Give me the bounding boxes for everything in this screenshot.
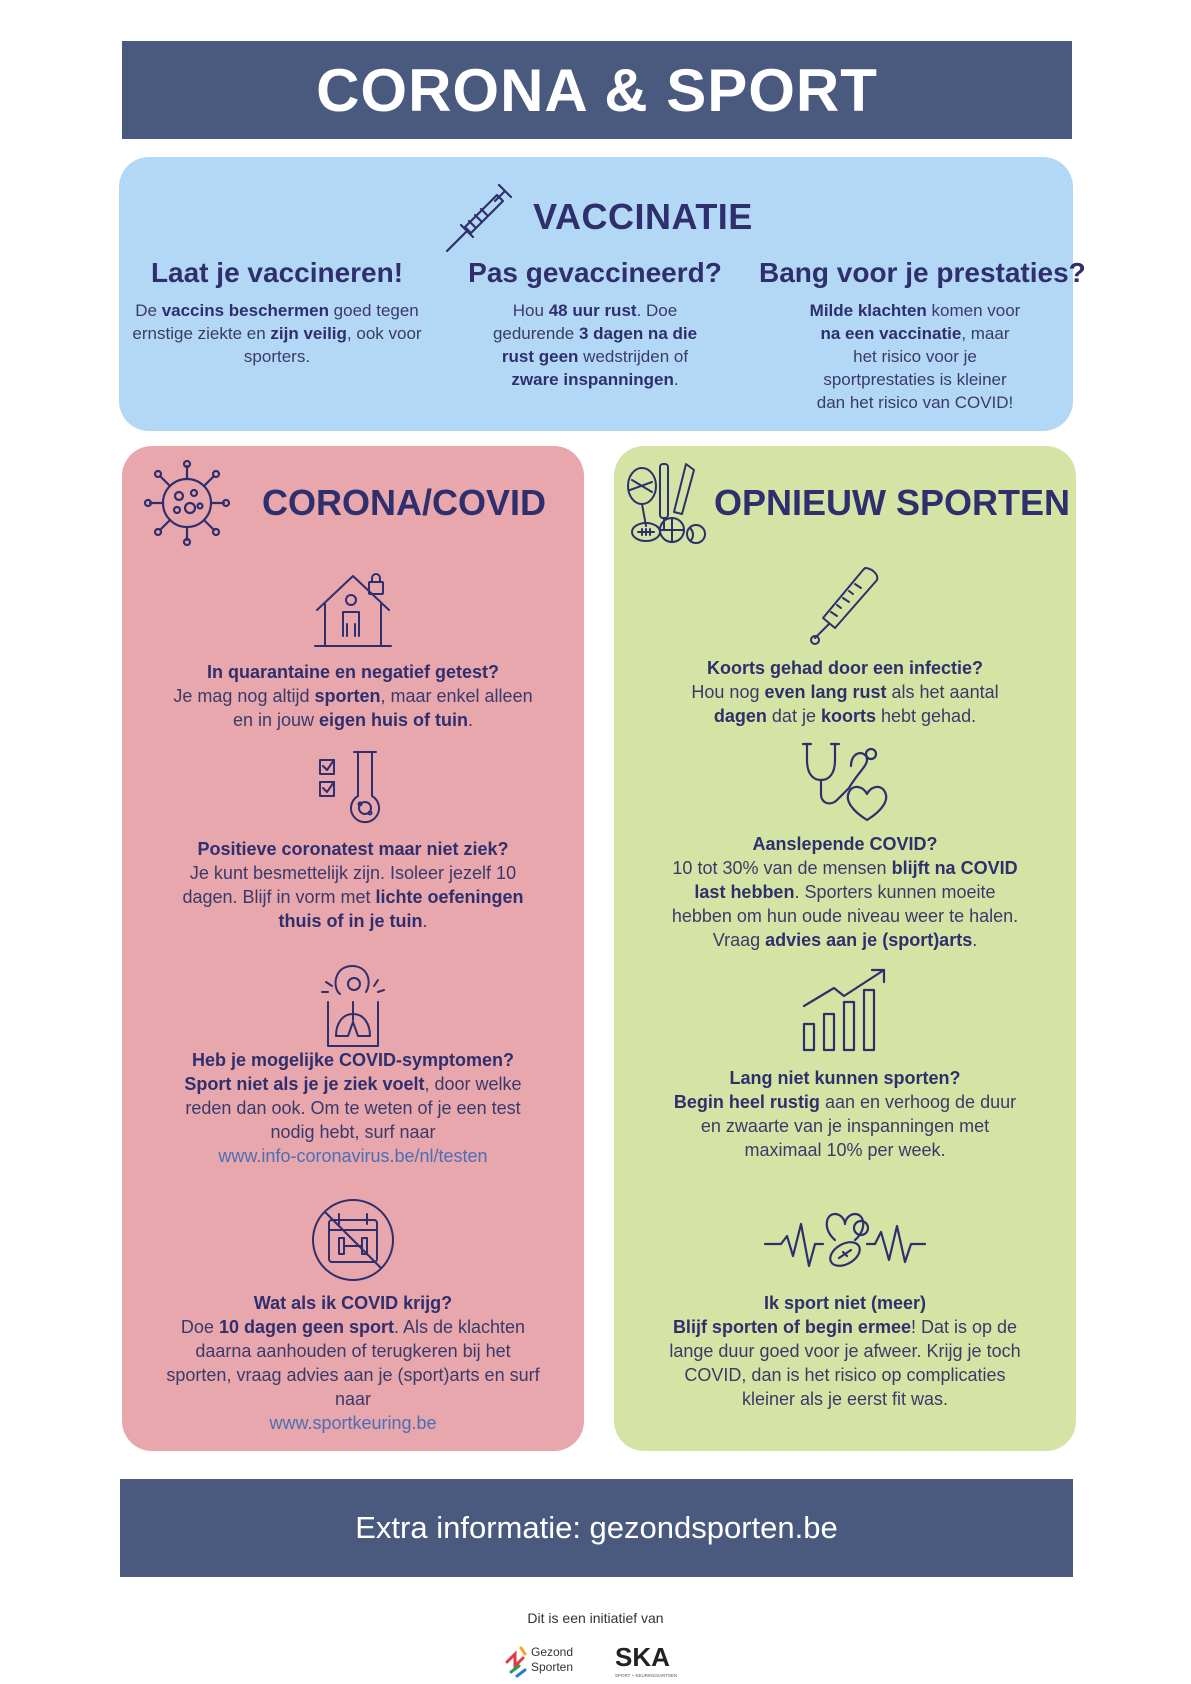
body-text: .	[422, 911, 428, 931]
vaccination-column-text	[445, 299, 745, 391]
thermometer-icon	[805, 564, 885, 648]
sport-item	[614, 1291, 1076, 1411]
body-text: Je kunt besmettelijk zijn. Isoleer jezelf 10 dagen. Blijf in vorm met	[182, 863, 517, 907]
covid-item-text	[122, 861, 584, 933]
body-text: .	[468, 710, 474, 730]
body-text: dat je	[766, 706, 821, 726]
body-text: .	[972, 930, 978, 950]
sport-panel	[614, 446, 1076, 1451]
body-text: Hou	[512, 301, 549, 320]
virus-icon	[144, 460, 230, 546]
vaccination-column-title: Bang voor je prestaties?	[759, 257, 1086, 288]
emphasis-text: 10 dagen geen sport	[218, 1317, 394, 1337]
page-title: CORONA & SPORT	[316, 56, 878, 124]
footer-banner	[120, 1479, 1073, 1577]
covid-item-text	[122, 1315, 584, 1411]
emphasis-text: eigen huis of tuin	[319, 710, 469, 730]
body-text: , door welke reden dan ook. Om te weten of je een test nodig hebt, surf naar	[185, 1074, 522, 1142]
body-text: De	[135, 301, 162, 320]
body-text: goed tegen ernstige ziekte en	[132, 301, 419, 343]
sport-header	[614, 460, 1076, 546]
vaccination-column-text	[127, 299, 427, 368]
covid-header	[122, 460, 584, 546]
emphasis-text: 3 dagen na die rust geen	[501, 324, 698, 366]
body-text: wedstrijden of	[578, 347, 689, 366]
heartbeat-ball-icon	[763, 1204, 927, 1278]
footer-text: Extra informatie: gezondsporten.be	[355, 1510, 838, 1545]
sport-item	[614, 832, 1076, 952]
emphasis-text: Begin heel rustig	[673, 1092, 820, 1112]
emphasis-text: advies aan je (sport)arts	[765, 930, 973, 950]
covid-item	[122, 837, 584, 933]
covid-item-question: Wat als ik COVID krijg?	[253, 1293, 453, 1313]
covid-item-link[interactable]: www.sportkeuring.be	[269, 1413, 437, 1433]
covid-item-link[interactable]: www.info-coronavirus.be/nl/testen	[218, 1146, 488, 1166]
body-text: , ook voor sporters.	[243, 324, 422, 366]
sport-item	[614, 1066, 1076, 1162]
gezond-sporten-logo-icon	[503, 1640, 599, 1680]
vaccination-section	[119, 157, 1086, 431]
covid-panel	[122, 446, 584, 1451]
body-text: Hou nog	[691, 682, 765, 702]
emphasis-text: 48 uur rust	[548, 301, 637, 320]
sport-item-text	[614, 856, 1076, 952]
vaccination-heading: VACCINATIE	[533, 196, 753, 237]
stethoscope-heart-icon	[797, 740, 893, 822]
emphasis-text: lichte oefeningen thuis of in je tuin	[278, 887, 524, 931]
sports-equipment-icon	[624, 460, 710, 546]
emphasis-text: even lang rust	[764, 682, 887, 702]
ska-logo-icon	[613, 1640, 683, 1680]
body-text: aan en verhoog de duur en zwaarte van je inspanningen met maximaal 10% per week.	[700, 1092, 1017, 1160]
sport-item-text	[614, 1090, 1076, 1162]
sport-heading: OPNIEUW SPORTEN	[714, 482, 1071, 523]
covid-item	[122, 1291, 584, 1435]
sporten-logo-text: Sporten	[531, 1660, 574, 1674]
sport-item-question: Lang niet kunnen sporten?	[729, 1068, 961, 1088]
emphasis-text: zware inspanningen	[511, 370, 674, 389]
vaccination-column	[445, 257, 745, 391]
body-text: , maar enkel alleen en in jouw	[232, 686, 533, 730]
sport-item-text	[614, 1315, 1076, 1411]
body-text: , maar het risico voor je sportprestaties is kleiner dan het risico van COVID!	[816, 324, 1014, 412]
lungs-symptoms-icon	[318, 962, 388, 1048]
body-text: als het aantal	[886, 682, 999, 702]
body-text: Je mag nog altijd	[173, 686, 315, 706]
sport-item-question: Ik sport niet (meer)	[763, 1293, 927, 1313]
emphasis-text: Sport niet als je je ziek voelt	[184, 1074, 425, 1094]
covid-item-text	[122, 1072, 584, 1144]
covid-item-text	[122, 684, 584, 732]
body-text: . Sporters kunnen moeite hebben om hun oude niveau weer te halen. Vraag	[671, 882, 1019, 950]
body-text: Doe	[180, 1317, 219, 1337]
gezond-logo-text: Gezond	[531, 1645, 574, 1659]
covid-item-question: Positieve coronatest maar niet ziek?	[197, 839, 509, 859]
covid-item-question: In quarantaine en negatief getest?	[206, 662, 500, 682]
syringe-icon	[439, 177, 519, 257]
no-gym-calendar-icon	[311, 1198, 395, 1282]
test-tube-checklist-icon	[318, 748, 388, 828]
growth-chart-icon	[800, 966, 890, 1052]
vaccination-column	[127, 257, 427, 368]
emphasis-text: na een vaccinatie	[820, 324, 962, 343]
body-text: hebt gehad.	[875, 706, 977, 726]
emphasis-text: vaccins beschermen	[161, 301, 329, 320]
covid-heading: CORONA/COVID	[262, 482, 547, 523]
vaccination-header	[119, 177, 1073, 257]
body-text: komen voor	[926, 301, 1021, 320]
body-text: ! Dat is op de lange duur goed voor je afweer. Krijg je toch COVID, dan is het risico op complicaties kleiner als je eerst fit was.	[669, 1317, 1021, 1409]
body-text: . Doe gedurende	[492, 301, 678, 343]
partner-logos	[503, 1640, 693, 1680]
vaccination-column-text	[759, 299, 1071, 414]
emphasis-text: Blijf sporten of begin ermee	[672, 1317, 911, 1337]
emphasis-text: dagen	[713, 706, 767, 726]
sport-item	[614, 656, 1076, 728]
covid-item	[122, 1048, 584, 1168]
emphasis-text: Milde klachten	[809, 301, 927, 320]
initiative-text: Dit is een initiatief van	[527, 1610, 664, 1626]
vaccination-column-title: Pas gevaccineerd?	[468, 257, 722, 288]
vaccination-column-title: Laat je vaccineren!	[150, 257, 404, 288]
body-text: . Als de klachten daarna aanhouden of terugkeren bij het sporten, vraag advies aan je (sport)arts en surf naar	[166, 1317, 540, 1409]
covid-item	[122, 660, 584, 732]
quarantine-house-icon	[313, 570, 393, 650]
emphasis-text: sporten	[314, 686, 381, 706]
sport-item-question: Koorts gehad door een infectie?	[706, 658, 984, 678]
ska-logo-subtitle: SPORT + KEURINGSARTSEN	[615, 1673, 678, 1678]
vaccination-column	[759, 257, 1086, 414]
covid-item-question: Heb je mogelijke COVID-symptomen?	[191, 1050, 515, 1070]
ska-logo-text: SKA	[615, 1642, 670, 1672]
emphasis-text: koorts	[820, 706, 876, 726]
title-banner	[122, 41, 1072, 139]
body-text: 10 tot 30% van de mensen	[672, 858, 892, 878]
emphasis-text: zijn veilig	[270, 324, 347, 343]
sport-item-text	[614, 680, 1076, 728]
sport-item-question: Aanslepende COVID?	[752, 834, 938, 854]
emphasis-text: blijft na COVID last hebben	[694, 858, 1018, 902]
body-text: .	[673, 370, 679, 389]
